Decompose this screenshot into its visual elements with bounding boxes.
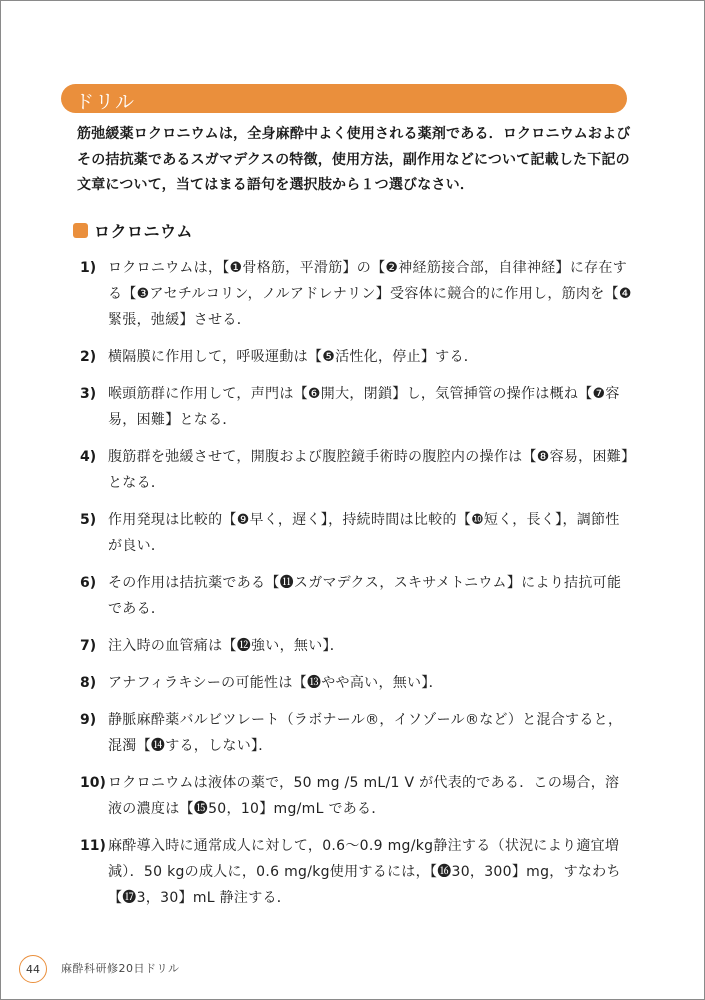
- item-text: 作用発現は比較的【❾早く，遅く】，持続時間は比較的【❿短く，長く】，調節性が良い．: [108, 512, 620, 554]
- item-number: 3): [80, 386, 97, 402]
- section-title: ロクロニウム: [94, 221, 193, 241]
- list-item: [80, 670, 632, 696]
- question-list: [80, 255, 632, 922]
- square-bullet-icon: [73, 223, 88, 238]
- list-item: [80, 444, 632, 496]
- item-text: アナフィラキシーの可能性は【⓭やや高い，無い】．: [108, 675, 443, 691]
- item-text: 注入時の血管痛は【⓬強い，無い】．: [108, 638, 345, 654]
- item-number: 11): [80, 838, 106, 854]
- item-text: 横隔膜に作用して，呼吸運動は【❺活性化，停止】する．: [108, 349, 479, 365]
- page-number: 44: [19, 955, 47, 983]
- drill-title: ドリル: [75, 91, 136, 113]
- item-number: 10): [80, 775, 106, 791]
- list-item: [80, 833, 632, 911]
- item-number: 1): [80, 260, 97, 276]
- item-number: 8): [80, 675, 97, 691]
- item-number: 6): [80, 575, 97, 591]
- section-heading: [73, 219, 193, 241]
- item-text: ロクロニウムは，【❶骨格筋，平滑筋】の【❷神経筋接合部，自律神経】に存在する【❸アセチルコリン，ノルアドレナリン】受容体に競合的に作用し，筋肉を【❹緊張，弛緩】させる．: [108, 260, 632, 328]
- drill-banner: [61, 84, 627, 113]
- item-number: 4): [80, 449, 97, 465]
- list-item: [80, 381, 632, 433]
- list-item: [80, 770, 632, 822]
- item-text: 麻酔導入時に通常成人に対して，0.6～0.9 mg/kg静注する（状況により適宜増減）．50 kgの成人に，0.6 mg/kg使用するには，【⓰30，300】mg，すなわち【⓱3，30】mL 静注する．: [108, 838, 621, 906]
- list-item: [80, 633, 632, 659]
- list-item: [80, 255, 632, 333]
- book-title: 麻酔科研修20日ドリル: [61, 962, 180, 975]
- item-text: その作用は拮抗薬である【⓫スガマデクス，スキサメトニウム】により拮抗可能である．: [108, 575, 622, 617]
- list-item: [80, 707, 632, 759]
- item-text: ロクロニウムは液体の薬で，50 mg /5 mL/1 V が代表的である．この場合，溶液の濃度は【⓯50，10】mg/mL である．: [108, 775, 620, 817]
- item-number: 7): [80, 638, 97, 654]
- list-item: [80, 344, 632, 370]
- item-text: 喉頭筋群に作用して，声門は【❻開大，閉鎖】し，気管挿管の操作は概ね【❼容易，困難】となる．: [108, 386, 620, 428]
- list-item: [80, 507, 632, 559]
- list-item: [80, 570, 632, 622]
- intro-paragraph: 筋弛緩薬ロクロニウムは，全身麻酔中よく使用される薬剤である．ロクロニウムおよびその拮抗薬であるスガマデクスの特徴，使用方法，副作用などについて記載した下記の文章について，当てはまる語句を選択肢から１つ選びなさい．: [77, 126, 631, 193]
- item-text: 腹筋群を弛緩させて，開腹および腹腔鏡手術時の腹腔内の操作は【❽容易，困難】となる．: [108, 449, 629, 491]
- item-text: 静脈麻酔薬バルビツレート（ラボナール®，イソゾール®など）と混合すると，混濁【⓮する，しない】．: [108, 712, 623, 754]
- item-number: 2): [80, 349, 97, 365]
- item-number: 9): [80, 712, 97, 728]
- item-number: 5): [80, 512, 97, 528]
